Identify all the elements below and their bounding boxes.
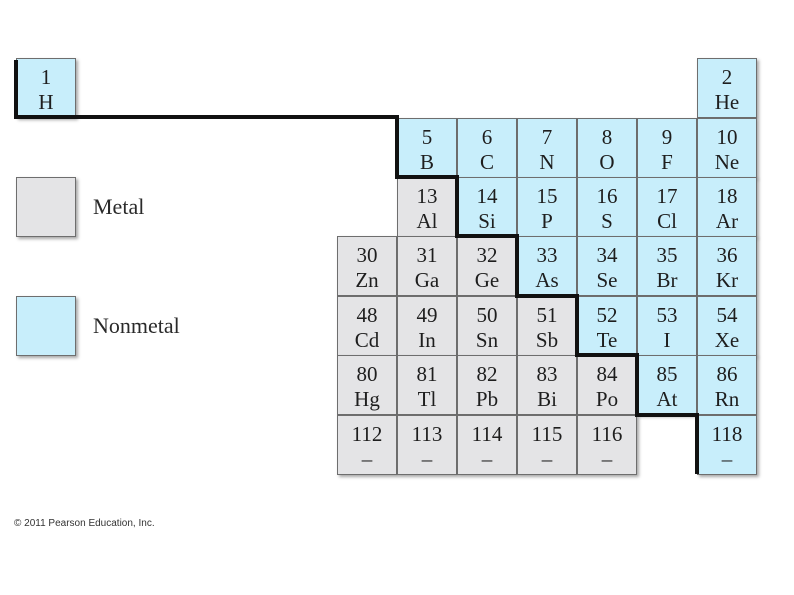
element-symbol: H bbox=[38, 90, 54, 114]
element-symbol: S bbox=[601, 209, 613, 233]
atomic-number: 16 bbox=[596, 184, 618, 208]
atomic-number: 80 bbox=[356, 362, 378, 386]
atomic-number: 52 bbox=[596, 303, 618, 327]
element-cell-116 bbox=[577, 415, 637, 475]
atomic-number: 18 bbox=[716, 184, 738, 208]
element-symbol: Hg bbox=[354, 387, 380, 411]
element-cell-50 bbox=[457, 296, 517, 356]
element-cell-51 bbox=[517, 296, 577, 356]
element-cell-32 bbox=[457, 236, 517, 296]
element-symbol: P bbox=[541, 209, 553, 233]
element-cell-8 bbox=[577, 118, 637, 178]
element-symbol: F bbox=[661, 150, 673, 174]
element-cell-118 bbox=[697, 415, 757, 475]
element-cell-113 bbox=[397, 415, 457, 475]
element-cell-36 bbox=[697, 236, 757, 296]
element-cell-49 bbox=[397, 296, 457, 356]
element-symbol: Te bbox=[596, 328, 618, 352]
atomic-number: 13 bbox=[416, 184, 438, 208]
element-symbol: Br bbox=[656, 268, 678, 292]
element-symbol: – bbox=[601, 447, 613, 471]
atomic-number: 2 bbox=[721, 65, 733, 89]
element-cell-13 bbox=[397, 177, 457, 237]
element-cell-31 bbox=[397, 236, 457, 296]
element-cell-82 bbox=[457, 355, 517, 415]
element-symbol: Po bbox=[595, 387, 619, 411]
element-symbol: C bbox=[479, 150, 494, 174]
element-symbol: Al bbox=[416, 209, 438, 233]
element-cell-80 bbox=[337, 355, 397, 415]
element-cell-85 bbox=[637, 355, 697, 415]
atomic-number: 35 bbox=[656, 243, 678, 267]
element-symbol: – bbox=[361, 447, 373, 471]
atomic-number: 49 bbox=[416, 303, 438, 327]
element-cell-30 bbox=[337, 236, 397, 296]
element-cell-18 bbox=[697, 177, 757, 237]
atomic-number: 81 bbox=[416, 362, 438, 386]
element-cell-5 bbox=[397, 118, 457, 178]
element-cell-9 bbox=[637, 118, 697, 178]
element-symbol: N bbox=[539, 150, 555, 174]
atomic-number: 31 bbox=[416, 243, 438, 267]
atomic-number: 83 bbox=[536, 362, 558, 386]
element-symbol: Pb bbox=[475, 387, 499, 411]
atomic-number: 115 bbox=[531, 422, 563, 446]
copyright-notice: © 2011 Pearson Education, Inc. bbox=[14, 518, 155, 529]
atomic-number: 82 bbox=[476, 362, 498, 386]
atomic-number: 36 bbox=[716, 243, 738, 267]
atomic-number: 85 bbox=[656, 362, 678, 386]
atomic-number: 17 bbox=[656, 184, 678, 208]
element-cell-115 bbox=[517, 415, 577, 475]
atomic-number: 48 bbox=[356, 303, 378, 327]
element-symbol: – bbox=[481, 447, 493, 471]
element-cell-2 bbox=[697, 58, 757, 118]
element-symbol: Rn bbox=[714, 387, 740, 411]
element-cell-1 bbox=[16, 58, 76, 118]
element-cell-15 bbox=[517, 177, 577, 237]
element-symbol: He bbox=[714, 90, 740, 114]
atomic-number: 32 bbox=[476, 243, 498, 267]
element-symbol: Ne bbox=[714, 150, 740, 174]
element-symbol: Sn bbox=[475, 328, 499, 352]
atomic-number: 53 bbox=[656, 303, 678, 327]
element-symbol: I bbox=[663, 328, 671, 352]
element-symbol: Si bbox=[478, 209, 496, 233]
element-symbol: Se bbox=[596, 268, 618, 292]
element-cell-48 bbox=[337, 296, 397, 356]
atomic-number: 9 bbox=[661, 125, 673, 149]
element-symbol: At bbox=[656, 387, 678, 411]
element-cell-16 bbox=[577, 177, 637, 237]
atomic-number: 50 bbox=[476, 303, 498, 327]
element-cell-17 bbox=[637, 177, 697, 237]
element-symbol: Bi bbox=[537, 387, 557, 411]
element-cell-83 bbox=[517, 355, 577, 415]
atomic-number: 118 bbox=[711, 422, 743, 446]
atomic-number: 114 bbox=[471, 422, 503, 446]
atomic-number: 15 bbox=[536, 184, 558, 208]
atomic-number: 86 bbox=[716, 362, 738, 386]
element-cell-114 bbox=[457, 415, 517, 475]
element-symbol: Tl bbox=[417, 387, 437, 411]
atomic-number: 14 bbox=[476, 184, 498, 208]
element-symbol: Sb bbox=[535, 328, 559, 352]
element-cell-86 bbox=[697, 355, 757, 415]
element-symbol: Cl bbox=[657, 209, 677, 233]
element-symbol: Ga bbox=[414, 268, 440, 292]
legend-label-nonmetal: Nonmetal bbox=[93, 313, 180, 338]
element-cell-84 bbox=[577, 355, 637, 415]
atomic-number: 30 bbox=[356, 243, 378, 267]
element-cell-53 bbox=[637, 296, 697, 356]
legend-swatch-nonmetal bbox=[16, 296, 76, 356]
element-cell-10 bbox=[697, 118, 757, 178]
element-cell-33 bbox=[517, 236, 577, 296]
atomic-number: 113 bbox=[411, 422, 443, 446]
element-symbol: As bbox=[535, 268, 559, 292]
element-symbol: Xe bbox=[714, 328, 740, 352]
atomic-number: 112 bbox=[351, 422, 383, 446]
element-symbol: Cd bbox=[354, 328, 380, 352]
element-cell-6 bbox=[457, 118, 517, 178]
element-cell-112 bbox=[337, 415, 397, 475]
legend-swatch-metal bbox=[16, 177, 76, 237]
legend-label-metal: Metal bbox=[93, 194, 145, 219]
element-cell-7 bbox=[517, 118, 577, 178]
atomic-number: 6 bbox=[481, 125, 493, 149]
element-symbol: Ge bbox=[474, 268, 500, 292]
atomic-number: 33 bbox=[536, 243, 558, 267]
element-cell-52 bbox=[577, 296, 637, 356]
element-symbol: – bbox=[721, 447, 733, 471]
atomic-number: 7 bbox=[541, 125, 553, 149]
element-cell-81 bbox=[397, 355, 457, 415]
atomic-number: 84 bbox=[596, 362, 618, 386]
element-symbol: Kr bbox=[715, 268, 739, 292]
element-cell-14 bbox=[457, 177, 517, 237]
element-symbol: B bbox=[419, 150, 434, 174]
atomic-number: 51 bbox=[536, 303, 558, 327]
atomic-number: 5 bbox=[421, 125, 433, 149]
element-symbol: – bbox=[421, 447, 433, 471]
element-symbol: Zn bbox=[355, 268, 379, 292]
element-symbol: O bbox=[599, 150, 615, 174]
element-cell-34 bbox=[577, 236, 637, 296]
element-symbol: – bbox=[541, 447, 553, 471]
atomic-number: 1 bbox=[40, 65, 52, 89]
element-cell-35 bbox=[637, 236, 697, 296]
atomic-number: 34 bbox=[596, 243, 618, 267]
atomic-number: 10 bbox=[716, 125, 738, 149]
element-symbol: In bbox=[418, 328, 436, 352]
element-symbol: Ar bbox=[715, 209, 739, 233]
element-cell-54 bbox=[697, 296, 757, 356]
atomic-number: 54 bbox=[716, 303, 738, 327]
atomic-number: 8 bbox=[601, 125, 613, 149]
atomic-number: 116 bbox=[591, 422, 623, 446]
